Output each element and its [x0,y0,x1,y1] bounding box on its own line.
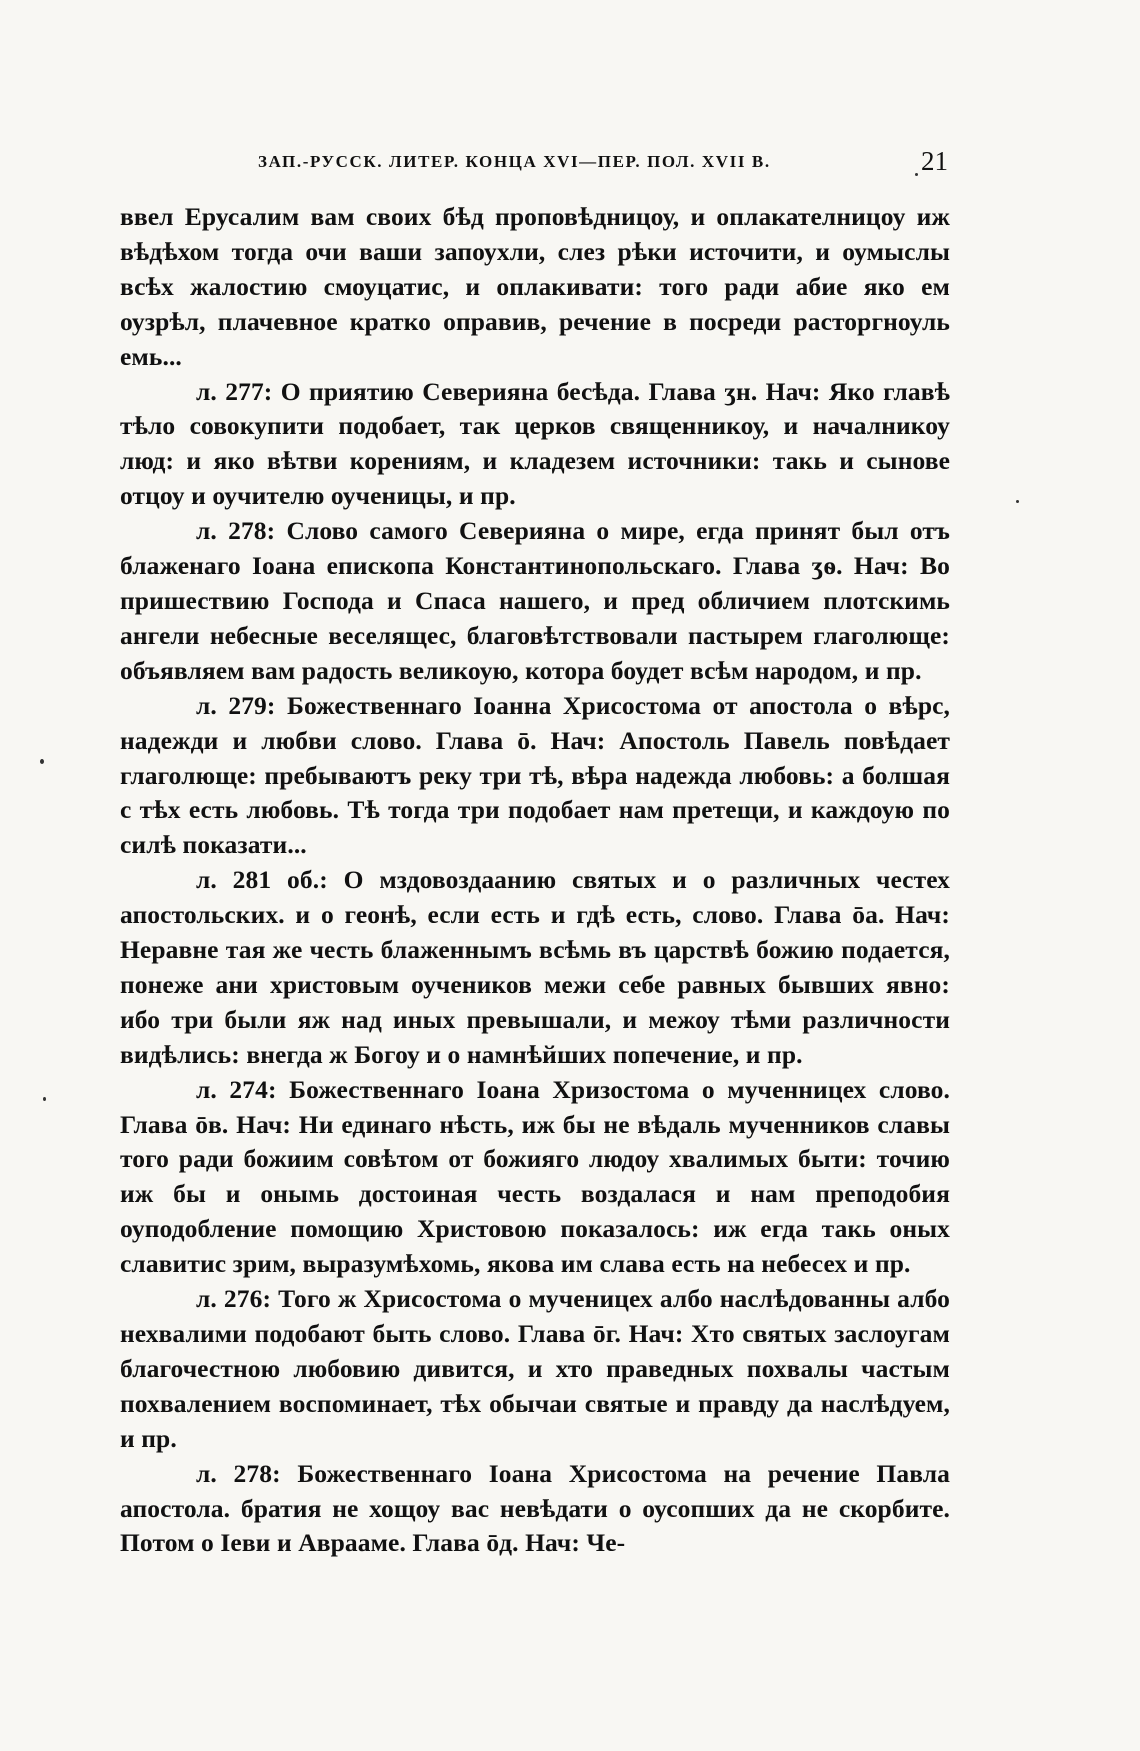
paragraph-4: л. 279: Божественнаго Іоанна Хрисостома от апостола о вѣрс, надежди и любви слово. Глава ō. Нач: Апостоль Павель повѣдает глаголюще: пребываютъ реку три тѣ, вѣра надежда любовь: а болшая с тѣх есть любовь. Тѣ тогда три подобает нам претещи, и каждоую по силѣ показати... [120,690,950,860]
paragraph-5: л. 281 об.: О мздовоздаанию святых и о различных честех апостольских. и о геонѣ, если есть и гдѣ есть, слово. Глава ōа. Нач: Неравне тая же честь блаженнымъ всѣмь въ царствѣ божию подается, понеже ани христовым оучеников межи себе равных бывших явно: ибо три были яж над иных превышали, и межоу тѣми различности видѣлись: внегда ж Богоу и о намнѣйших попечение, и пр. [120,865,950,1069]
paragraph-6: л. 274: Божественнаго Іоана Хризостома о мученницех слово. Глава ōв. Нач: Ни единаго нѣсть, иж бы не вѣдаль мученников славы того ради божиим совѣтом от божияго людоу хвалимых быти: точию иж бы и онымь достоиная честь воздалася и нам преподобия оуподобление помощию Христовою показалось: иж егда такь оных славитис зрим, выразумѣхомь, якова им слава есть на небесех и пр. [120,1074,950,1279]
paragraph-8: л. 278: Божественнаго Іоана Хрисостома на речение Павла апостола. братия не хощоу вас невѣдати о оусопших да не скорбите. Потом о Іеви и Аврааме. Глава ōд. Нач: Че- [120,1458,950,1558]
scan-speck [915,173,918,176]
scan-speck [1016,500,1019,503]
paragraph-3: л. 278: Слово самого Севериянa о мире, егда принят был отъ блаженаго Іоана епископа Константинопольскаго. Глава ӡѳ. Нач: Во пришествию Господа и Спаса нашего, и пред обличием плотскимь ангели небесные веселящес, благовѣтствовали пастырем глаголюще: объявляем вам радость великоую, котора боудет всѣм народом, и пр. [120,516,950,685]
scan-speck [43,1097,46,1101]
scan-speck [40,759,44,764]
page-number: 21 [921,146,948,176]
paragraph-1: ввел Ерусалим вам своих бѣд проповѣдницоу, и оплакателницоу иж вѣдѣхом тогда очи ваши запоухли, слез рѣки источити, и оумыслы всѣх жалостию смоуцатис, и оплакивати: того ради абие яко ем оузрѣл, плачевное кратко оправив, речение в посреди расторгноуль емь... [120,202,950,371]
body-text [120,200,950,1561]
running-head [258,146,948,182]
paragraph-7: л. 276: Того ж Хрисостома о мученицех албо наслѣдованны албо нехвалими подобают быть слово. Глава ōг. Нач: Хто святых заслоугам благочестною любовию дивится, и хто праведных похвалы частым похвалением воспоминает, тѣх обычаи святые и правду да наслѣдуем, и пр. [120,1284,950,1453]
running-title: ЗАП.-РУССК. ЛИТЕР. КОНЦА XVI—ПЕР. ПОЛ. XVII В. [258,152,771,171]
paragraph-2: л. 277: О приятию Севериянa бесѣда. Глава ӡн. Нач: Яко главѣ тѣло совокупити подобает, так церков священникоу, и началникоу люд: и яко вѣтви корениям, и кладезем источники: такь и сынове отцоу и оучителю оученицы, и пр. [120,376,950,511]
